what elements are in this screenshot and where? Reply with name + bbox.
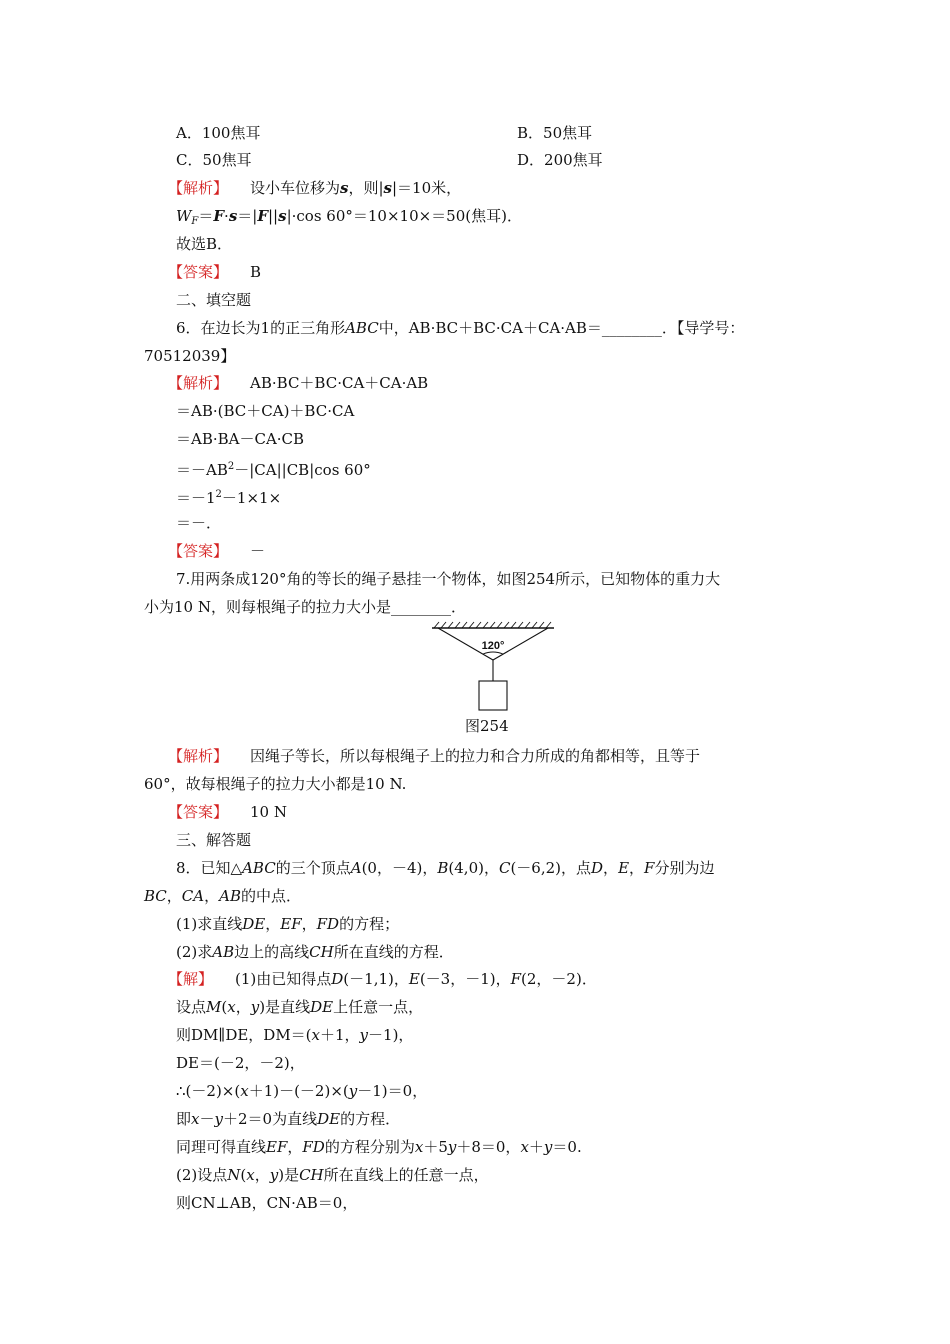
q8-solution-line2: 设点M(x，y)是直线DE上任意一点，	[176, 998, 424, 1016]
q7-analysis-line: 【解析】 因绳子等长，所以每根绳子上的拉力和合力所成的角都相等，且等于	[168, 747, 701, 765]
hanging-block	[479, 681, 507, 710]
section-heading-solve: 三、解答题	[176, 831, 252, 849]
q5-work-formula: $W_F=F\cdot s=|F||s|\cdot\cos$ 60°＝10×10×＝50(焦耳)．	[176, 207, 522, 227]
q8-solution-line9: 则CN⊥AB，CN·AB＝0，	[176, 1194, 358, 1212]
angle-arc	[483, 652, 503, 654]
q6-stem-line2: 70512039】	[144, 347, 236, 365]
q6-step-6: ＝－．	[176, 514, 222, 532]
option-d: D．200焦耳	[517, 151, 603, 169]
q5-conclusion: 故选B．	[176, 235, 233, 253]
q8-stem-line2: BC，CA，AB的中点．	[144, 887, 301, 905]
option-c: C．50焦耳	[176, 151, 252, 169]
q8-solution-line5: ∴(－2)×(x＋1)－(－2)×(y－1)＝0，	[176, 1082, 428, 1100]
answer-tag: 【答案】	[168, 263, 229, 281]
section-heading-fill-blank: 二、填空题	[176, 291, 252, 309]
option-a: A．100焦耳	[176, 124, 261, 142]
ceiling-hatching	[434, 622, 551, 628]
figure-caption: 图254	[465, 717, 509, 735]
answer-tag: 【答案】	[168, 542, 229, 560]
q6-step-3: ＝AB·BA－CA·CB	[176, 430, 305, 448]
q6-stem: 6．在边长为1的正三角形ABC中，AB·BC＋BC·CA＋CA·AB＝________．【导学号：	[176, 319, 745, 337]
q8-part2: (2)求AB边上的高线CH所在直线的方程．	[176, 943, 454, 961]
q6-step-5: $=-1^2-1\times 1\times$	[176, 489, 282, 507]
q6-analysis-line: 【解析】 AB·BC＋BC·CA＋CA·AB	[168, 374, 429, 392]
q7-stem: 7.用两条成120°角的等长的绳子悬挂一个物体，如图254所示，已知物体的重力大	[176, 570, 721, 588]
q6-answer-line: 【答案】 －	[168, 542, 266, 560]
q7-stem-line2: 小为10 N，则每根绳子的拉力大小是________．	[144, 598, 466, 616]
q6-step-4: $=-AB^2-|CA||CB|\cos$ 60°	[176, 461, 371, 479]
q8-solution-line6: 即x－y＋2＝0为直线DE的方程．	[176, 1110, 401, 1128]
option-b: B．50焦耳	[517, 124, 593, 142]
analysis-tag: 【解析】	[168, 179, 229, 197]
q8-part1: (1)求直线DE，EF，FD的方程；	[176, 915, 400, 933]
angle-label: 120°	[481, 640, 505, 652]
q8-solution-line4: DE＝(－2，－2)，	[176, 1054, 305, 1072]
rope-diagram	[428, 620, 558, 714]
q8-stem: 8．已知△ABC的三个顶点A(0，－4)，B(4,0)，C(－6,2)，点D，E，F分别为边	[176, 859, 715, 877]
analysis-tag: 【解析】	[168, 374, 229, 392]
answer-tag: 【答案】	[168, 803, 229, 821]
q6-step-2: ＝AB·(BC＋CA)＋BC·CA	[176, 402, 355, 420]
q8-solution-line8: (2)设点N(x，y)是CH所在直线上的任意一点，	[176, 1166, 489, 1184]
q5-answer-line: 【答案】 B	[168, 263, 262, 281]
q7-answer-line: 【答案】 10 N	[168, 803, 287, 821]
analysis-tag: 【解析】	[168, 747, 229, 765]
q8-solution-line7: 同理可得直线EF，FD的方程分别为x＋5y＋8＝0，x＋y＝0.	[176, 1138, 582, 1156]
q5-analysis-line: 【解析】 设小车位移为s，则|s|＝10米，	[168, 179, 462, 197]
q7-analysis-line2: 60°，故每根绳子的拉力大小都是10 N.	[144, 775, 407, 793]
q8-solution-line3: 则DM∥DE，DM＝(x＋1，y－1)，	[176, 1026, 414, 1044]
solution-tag: 【解】	[168, 970, 214, 988]
q8-solution-line1: 【解】 (1)由已知得点D(－1,1)，E(－3，－1)，F(2，－2)．	[168, 970, 597, 988]
